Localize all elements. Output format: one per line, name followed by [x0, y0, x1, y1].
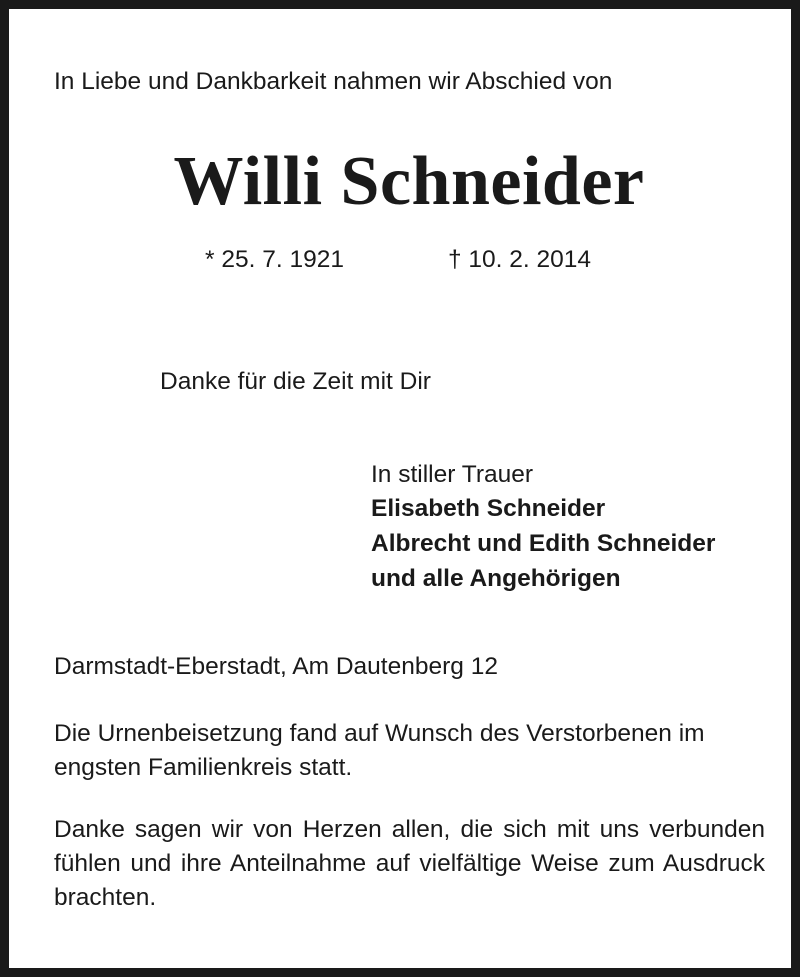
mourner-name: Albrecht und Edith Schneider	[371, 530, 716, 557]
thanks-line: Danke für die Zeit mit Dir	[160, 368, 431, 395]
intro-text: In Liebe und Dankbarkeit nahmen wir Abschied von	[54, 68, 613, 95]
mourner-name: Elisabeth Schneider	[371, 495, 606, 522]
death-date: † 10. 2. 2014	[448, 246, 592, 273]
mourning-label: In stiller Trauer	[371, 461, 534, 488]
urn-notice: Die Urnenbeisetzung fand auf Wunsch des Verstorbenen im engsten Familienkreis statt.	[54, 720, 705, 781]
deceased-name: Willi Schneider	[173, 143, 645, 220]
birth-date: * 25. 7. 1921	[205, 246, 344, 273]
final-thanks: Danke sagen wir von Herzen allen, die sich mit uns verbunden fühlen und ihre Anteilnahme auf vielfältige Weise zum Ausdruck brachten.	[54, 816, 765, 911]
mourner-name: und alle Angehörigen	[371, 565, 621, 592]
address: Darmstadt-Eberstadt, Am Dautenberg 12	[54, 653, 498, 680]
